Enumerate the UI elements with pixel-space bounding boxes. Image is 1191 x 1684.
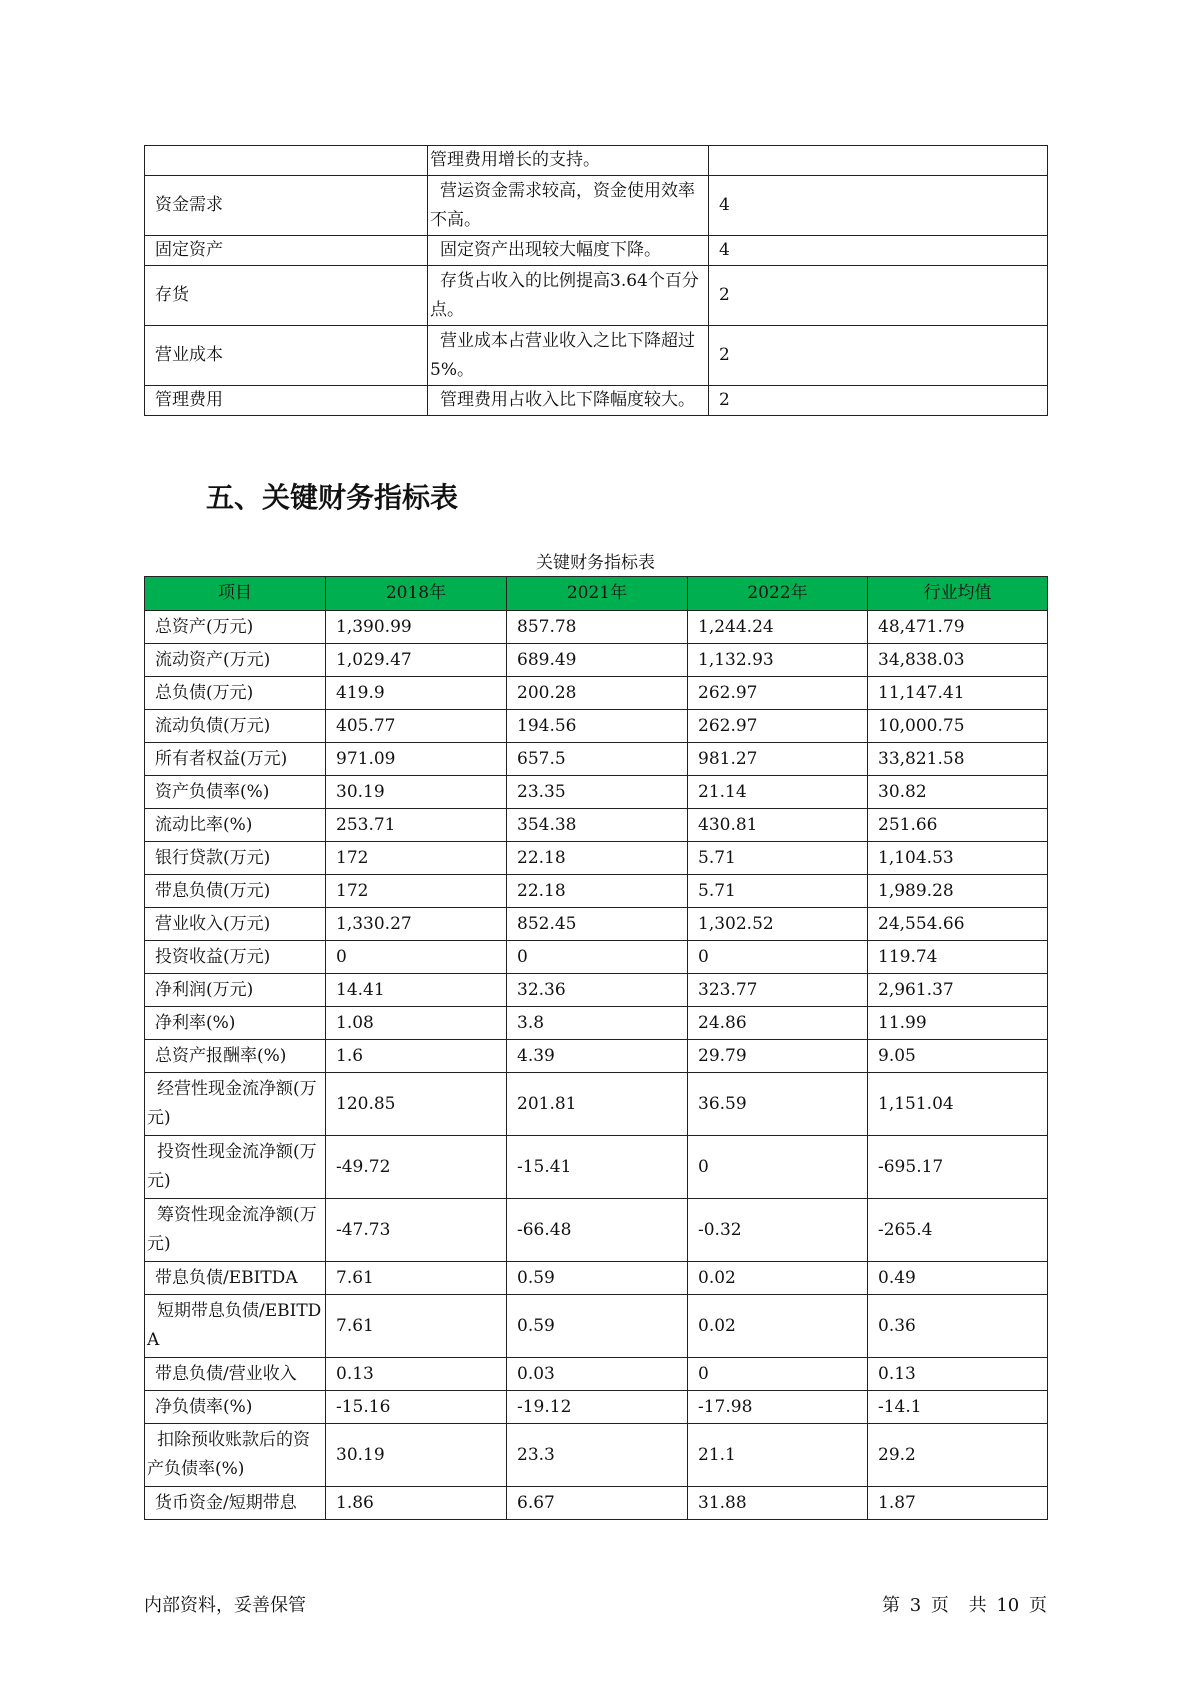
item-cell: 固定资产 bbox=[145, 236, 428, 266]
table-row bbox=[145, 1358, 1048, 1391]
value-cell: 857.78 bbox=[507, 611, 688, 644]
value-cell: 24.86 bbox=[688, 1007, 868, 1040]
value-cell: -19.12 bbox=[507, 1391, 688, 1424]
value-cell: 0 bbox=[688, 1136, 868, 1199]
value-cell: 354.38 bbox=[507, 809, 688, 842]
indicator-label-cell: 流动比率(%) bbox=[145, 809, 326, 842]
table-row bbox=[145, 1487, 1048, 1520]
indicator-label-cell: 净利率(%) bbox=[145, 1007, 326, 1040]
value-cell: 0.59 bbox=[507, 1295, 688, 1358]
indicator-label-cell: 银行贷款(万元) bbox=[145, 842, 326, 875]
value-cell: 11,147.41 bbox=[868, 677, 1048, 710]
value-cell: 971.09 bbox=[326, 743, 507, 776]
value-cell: 0 bbox=[507, 941, 688, 974]
value-cell: 14.41 bbox=[326, 974, 507, 1007]
value-cell: 1,302.52 bbox=[688, 908, 868, 941]
item-cell bbox=[145, 146, 428, 176]
value-cell: 251.66 bbox=[868, 809, 1048, 842]
indicator-label-cell: 资产负债率(%) bbox=[145, 776, 326, 809]
value-cell: 1,104.53 bbox=[868, 842, 1048, 875]
description-text: 管理费用增长的支持。 bbox=[430, 150, 600, 170]
value-cell: 34,838.03 bbox=[868, 644, 1048, 677]
table-row bbox=[145, 266, 1048, 326]
table-row bbox=[145, 1040, 1048, 1073]
score-cell: 4 bbox=[709, 176, 1048, 236]
page-current: 3 bbox=[909, 1595, 922, 1616]
score-cell: 2 bbox=[709, 266, 1048, 326]
table-row bbox=[145, 611, 1048, 644]
column-header: 2021年 bbox=[507, 577, 688, 611]
table-row bbox=[145, 941, 1048, 974]
value-cell: 22.18 bbox=[507, 842, 688, 875]
value-cell: 1.86 bbox=[326, 1487, 507, 1520]
description-cell bbox=[428, 146, 709, 176]
value-cell: 1,151.04 bbox=[868, 1073, 1048, 1136]
section-heading: 五、关键财务指标表 bbox=[206, 481, 459, 514]
table-row bbox=[145, 743, 1048, 776]
value-cell: 2,961.37 bbox=[868, 974, 1048, 1007]
score-cell: 2 bbox=[709, 386, 1048, 416]
value-cell: 7.61 bbox=[326, 1262, 507, 1295]
table-row bbox=[145, 1073, 1048, 1136]
column-header: 项目 bbox=[145, 577, 326, 611]
description-cell bbox=[428, 176, 709, 236]
value-cell: 1,390.99 bbox=[326, 611, 507, 644]
table-row bbox=[145, 710, 1048, 743]
description-cell bbox=[428, 266, 709, 326]
value-cell: 262.97 bbox=[688, 710, 868, 743]
value-cell: -15.41 bbox=[507, 1136, 688, 1199]
value-cell: 30.19 bbox=[326, 776, 507, 809]
value-cell: 1,029.47 bbox=[326, 644, 507, 677]
description-cell bbox=[428, 326, 709, 386]
table-row bbox=[145, 1424, 1048, 1487]
table-row bbox=[145, 1295, 1048, 1358]
value-cell: 0.36 bbox=[868, 1295, 1048, 1358]
table-row bbox=[145, 236, 1048, 266]
value-cell: -17.98 bbox=[688, 1391, 868, 1424]
value-cell: -15.16 bbox=[326, 1391, 507, 1424]
indicator-label-cell: 货币资金/短期带息 bbox=[145, 1487, 326, 1520]
description-text: 营运资金需求较高，资金使用效率不高。 bbox=[430, 180, 695, 230]
value-cell: 119.74 bbox=[868, 941, 1048, 974]
score-cell: 2 bbox=[709, 326, 1048, 386]
value-cell: 0.49 bbox=[868, 1262, 1048, 1295]
value-cell: -265.4 bbox=[868, 1199, 1048, 1262]
value-cell: 1,132.93 bbox=[688, 644, 868, 677]
footer-page-number bbox=[878, 1591, 1047, 1617]
indicator-label-cell: 营业收入(万元) bbox=[145, 908, 326, 941]
value-cell: 32.36 bbox=[507, 974, 688, 1007]
value-cell: 7.61 bbox=[326, 1295, 507, 1358]
value-cell: 120.85 bbox=[326, 1073, 507, 1136]
value-cell: 201.81 bbox=[507, 1073, 688, 1136]
column-header: 2018年 bbox=[326, 577, 507, 611]
value-cell: 0.02 bbox=[688, 1262, 868, 1295]
total-unit: 页 bbox=[1029, 1595, 1047, 1616]
value-cell: -0.32 bbox=[688, 1199, 868, 1262]
value-cell: 0 bbox=[688, 941, 868, 974]
indicator-label-cell: 总资产报酬率(%) bbox=[145, 1040, 326, 1073]
indicator-label-cell: 筹资性现金流净额(万元) bbox=[145, 1199, 326, 1262]
indicator-label-cell: 带息负债/营业收入 bbox=[145, 1358, 326, 1391]
value-cell: 323.77 bbox=[688, 974, 868, 1007]
table-row bbox=[145, 809, 1048, 842]
value-cell: 852.45 bbox=[507, 908, 688, 941]
indicator-label-cell: 短期带息负债/EBITDA bbox=[145, 1295, 326, 1358]
indicator-label-cell: 总资产(万元) bbox=[145, 611, 326, 644]
indicator-label-cell: 投资收益(万元) bbox=[145, 941, 326, 974]
table-row bbox=[145, 386, 1048, 416]
value-cell: -695.17 bbox=[868, 1136, 1048, 1199]
table-row bbox=[145, 1391, 1048, 1424]
footer-confidential: 内部资料，妥善保管 bbox=[144, 1595, 306, 1616]
value-cell: 0.03 bbox=[507, 1358, 688, 1391]
total-label: 共 bbox=[968, 1595, 987, 1616]
table-row bbox=[145, 146, 1048, 176]
table-row bbox=[145, 644, 1048, 677]
assessment-table bbox=[144, 145, 1048, 416]
description-cell bbox=[428, 236, 709, 266]
page-label: 第 bbox=[881, 1595, 900, 1616]
value-cell: 253.71 bbox=[326, 809, 507, 842]
indicator-label-cell: 带息负债/EBITDA bbox=[145, 1262, 326, 1295]
value-cell: 9.05 bbox=[868, 1040, 1048, 1073]
indicator-label-cell: 总负债(万元) bbox=[145, 677, 326, 710]
value-cell: 10,000.75 bbox=[868, 710, 1048, 743]
value-cell: 3.8 bbox=[507, 1007, 688, 1040]
value-cell: 1.6 bbox=[326, 1040, 507, 1073]
value-cell: 23.35 bbox=[507, 776, 688, 809]
value-cell: 5.71 bbox=[688, 842, 868, 875]
value-cell: 1,244.24 bbox=[688, 611, 868, 644]
value-cell: 30.19 bbox=[326, 1424, 507, 1487]
value-cell: 405.77 bbox=[326, 710, 507, 743]
page-total: 10 bbox=[996, 1595, 1020, 1616]
value-cell: 1,330.27 bbox=[326, 908, 507, 941]
value-cell: 194.56 bbox=[507, 710, 688, 743]
table-row bbox=[145, 908, 1048, 941]
indicator-label-cell: 带息负债(万元) bbox=[145, 875, 326, 908]
table-row bbox=[145, 776, 1048, 809]
table-row bbox=[145, 1262, 1048, 1295]
description-text: 存货占收入的比例提高3.64个百分点。 bbox=[430, 270, 699, 320]
value-cell: 1.08 bbox=[326, 1007, 507, 1040]
item-cell: 存货 bbox=[145, 266, 428, 326]
value-cell: 21.14 bbox=[688, 776, 868, 809]
value-cell: -66.48 bbox=[507, 1199, 688, 1262]
value-cell: 24,554.66 bbox=[868, 908, 1048, 941]
value-cell: 1.87 bbox=[868, 1487, 1048, 1520]
description-text: 营业成本占营业收入之比下降超过5%。 bbox=[430, 330, 695, 380]
indicator-label-cell: 经营性现金流净额(万元) bbox=[145, 1073, 326, 1136]
table-row bbox=[145, 176, 1048, 236]
item-cell: 资金需求 bbox=[145, 176, 428, 236]
description-text: 管理费用占收入比下降幅度较大。 bbox=[440, 390, 695, 410]
value-cell: 172 bbox=[326, 842, 507, 875]
value-cell: 30.82 bbox=[868, 776, 1048, 809]
value-cell: -47.73 bbox=[326, 1199, 507, 1262]
value-cell: 200.28 bbox=[507, 677, 688, 710]
table-row bbox=[145, 875, 1048, 908]
value-cell: 33,821.58 bbox=[868, 743, 1048, 776]
score-cell bbox=[709, 146, 1048, 176]
indicator-label-cell: 投资性现金流净额(万元) bbox=[145, 1136, 326, 1199]
table-header-row bbox=[145, 577, 1048, 611]
indicator-label-cell: 流动资产(万元) bbox=[145, 644, 326, 677]
value-cell: 0 bbox=[326, 941, 507, 974]
value-cell: 0.59 bbox=[507, 1262, 688, 1295]
value-cell: 0.02 bbox=[688, 1295, 868, 1358]
page-unit: 页 bbox=[930, 1595, 949, 1616]
indicator-label-cell: 扣除预收账款后的资产负债率(%) bbox=[145, 1424, 326, 1487]
indicator-label-cell: 所有者权益(万元) bbox=[145, 743, 326, 776]
table-caption: 关键财务指标表 bbox=[536, 553, 655, 573]
value-cell: 36.59 bbox=[688, 1073, 868, 1136]
value-cell: -49.72 bbox=[326, 1136, 507, 1199]
value-cell: 6.67 bbox=[507, 1487, 688, 1520]
score-cell: 4 bbox=[709, 236, 1048, 266]
value-cell: 0 bbox=[688, 1358, 868, 1391]
value-cell: 262.97 bbox=[688, 677, 868, 710]
table-row bbox=[145, 677, 1048, 710]
item-cell: 管理费用 bbox=[145, 386, 428, 416]
value-cell: 0.13 bbox=[868, 1358, 1048, 1391]
table-row bbox=[145, 974, 1048, 1007]
table-row bbox=[145, 842, 1048, 875]
value-cell: 29.79 bbox=[688, 1040, 868, 1073]
value-cell: 0.13 bbox=[326, 1358, 507, 1391]
indicator-label-cell: 净负债率(%) bbox=[145, 1391, 326, 1424]
value-cell: 48,471.79 bbox=[868, 611, 1048, 644]
indicator-label-cell: 流动负债(万元) bbox=[145, 710, 326, 743]
indicator-label-cell: 净利润(万元) bbox=[145, 974, 326, 1007]
value-cell: 419.9 bbox=[326, 677, 507, 710]
column-header: 行业均值 bbox=[868, 577, 1048, 611]
value-cell: -14.1 bbox=[868, 1391, 1048, 1424]
value-cell: 981.27 bbox=[688, 743, 868, 776]
value-cell: 21.1 bbox=[688, 1424, 868, 1487]
value-cell: 172 bbox=[326, 875, 507, 908]
value-cell: 31.88 bbox=[688, 1487, 868, 1520]
value-cell: 689.49 bbox=[507, 644, 688, 677]
table-row bbox=[145, 326, 1048, 386]
column-header: 2022年 bbox=[688, 577, 868, 611]
value-cell: 5.71 bbox=[688, 875, 868, 908]
table-row bbox=[145, 1136, 1048, 1199]
value-cell: 29.2 bbox=[868, 1424, 1048, 1487]
value-cell: 22.18 bbox=[507, 875, 688, 908]
table-row bbox=[145, 1199, 1048, 1262]
financial-indicators-table bbox=[144, 576, 1048, 1520]
description-cell bbox=[428, 386, 709, 416]
value-cell: 23.3 bbox=[507, 1424, 688, 1487]
value-cell: 430.81 bbox=[688, 809, 868, 842]
description-text: 固定资产出现较大幅度下降。 bbox=[440, 240, 661, 260]
value-cell: 4.39 bbox=[507, 1040, 688, 1073]
table-row bbox=[145, 1007, 1048, 1040]
value-cell: 657.5 bbox=[507, 743, 688, 776]
value-cell: 1,989.28 bbox=[868, 875, 1048, 908]
value-cell: 11.99 bbox=[868, 1007, 1048, 1040]
item-cell: 营业成本 bbox=[145, 326, 428, 386]
